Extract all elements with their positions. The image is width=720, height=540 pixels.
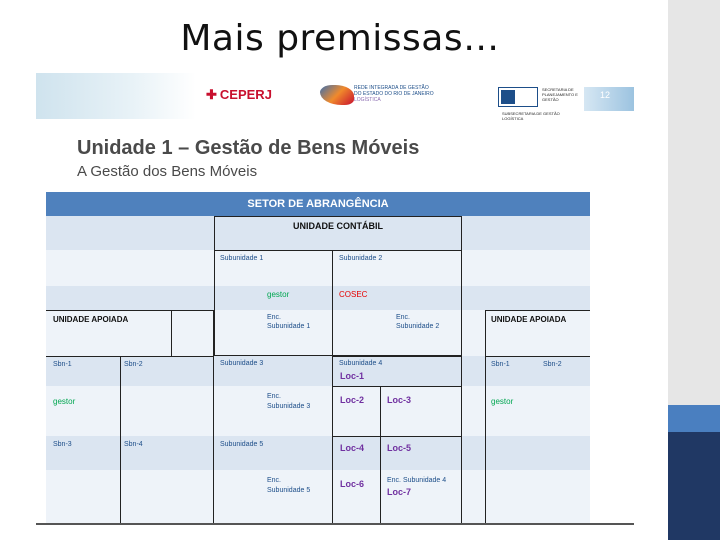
ceperj-logo-text: CEPERJ <box>219 87 272 102</box>
unidade-apoiada-left-label: UNIDADE APOIADA <box>53 315 129 324</box>
sub4-col-divider <box>380 386 381 525</box>
gestor-label-top: gestor <box>267 290 290 299</box>
rede-logo-line3: LOGÍSTICA <box>354 97 381 103</box>
sbn2-left: Sbn-2 <box>124 361 143 368</box>
unidade-contabil-label: UNIDADE CONTÁBIL <box>293 221 383 231</box>
sbn1-left: Sbn-1 <box>53 361 72 368</box>
rede-logo-line2: DO ESTADO DO RIO DE JANEIRO <box>354 91 434 97</box>
enc-sub2-line1: Enc. <box>396 314 411 321</box>
org-diagram <box>46 192 590 525</box>
embedded-slide-image <box>36 73 634 525</box>
setor-label: SETOR DE ABRANGÊNCIA <box>247 198 389 210</box>
unidade-apoiada-left-box <box>46 310 214 525</box>
subunidade-1-label: Subunidade 1 <box>220 255 264 262</box>
gov-logo-subtext: SUBSECRETARIA DE GESTÃO LOGÍSTICA <box>502 111 560 121</box>
loc7-label: Loc-7 <box>387 487 412 497</box>
enc-sub2-line2: Subunidade 2 <box>396 323 440 330</box>
loc1-label: Loc-1 <box>340 371 365 381</box>
unit-title: Unidade 1 – Gestão de Bens Móveis <box>77 137 420 159</box>
sbn4-left: Sbn-4 <box>124 441 143 448</box>
enc-sub4-label: Enc. Subunidade 4 <box>387 477 447 484</box>
plus-icon: ✚ <box>206 87 217 102</box>
page-number: 12 <box>600 90 611 100</box>
enc-sub3-line2: Subunidade 3 <box>267 403 311 410</box>
slide-title: Mais premissas… <box>180 18 500 59</box>
gov-emblem-icon <box>501 90 515 104</box>
rede-logo-text <box>354 85 444 103</box>
gov-logo <box>498 87 538 107</box>
gestor-right: gestor <box>491 397 514 406</box>
unit-subtitle: A Gestão dos Bens Móveis <box>77 163 258 180</box>
right-row-divider <box>485 356 590 357</box>
enc-sub1-line2: Subunidade 1 <box>267 323 311 330</box>
enc-sub5-line2: Subunidade 5 <box>267 487 311 494</box>
subunidade-2-label: Subunidade 2 <box>339 255 383 262</box>
unidade-apoiada-right-box <box>485 310 590 525</box>
ceperj-logo <box>206 87 272 103</box>
sub-col-divider <box>332 250 333 356</box>
loc5-label: Loc-5 <box>387 443 412 453</box>
gestor-left: gestor <box>53 397 76 406</box>
sbn2-right: Sbn-2 <box>543 361 562 368</box>
sub4-row-divider <box>332 436 462 437</box>
loc2-label: Loc-2 <box>340 395 365 405</box>
loc3-label: Loc-3 <box>387 395 412 405</box>
sub4-box <box>332 356 462 525</box>
unidade-contabil-divider <box>214 250 462 251</box>
loc6-label: Loc-6 <box>340 479 365 489</box>
cosec-label: COSEC <box>339 290 368 299</box>
left-col-divider <box>120 356 121 525</box>
subunidade-3-label: Subunidade 3 <box>220 360 264 367</box>
subunidade-4-label: Subunidade 4 <box>339 360 383 367</box>
left-top-divider <box>171 310 172 356</box>
enc-sub1-line1: Enc. <box>267 314 282 321</box>
unidade-apoiada-right-label: UNIDADE APOIADA <box>491 315 567 324</box>
header-gradient <box>36 73 196 119</box>
right-decor-accent <box>668 405 720 432</box>
rede-logo-line1: REDE INTEGRADA DE GESTÃO <box>354 85 429 91</box>
enc-sub5-line1: Enc. <box>267 477 282 484</box>
subunidade-5-label: Subunidade 5 <box>220 441 264 448</box>
sub4-header-line <box>332 386 462 387</box>
sbn3-left: Sbn-3 <box>53 441 72 448</box>
left-row-divider <box>46 356 214 357</box>
unidade-contabil-box <box>214 216 462 356</box>
enc-sub3-line1: Enc. <box>267 393 282 400</box>
loc4-label: Loc-4 <box>340 443 365 453</box>
sbn1-right: Sbn-1 <box>491 361 510 368</box>
gov-logo-text: SECRETARIA DE PLANEJAMENTO E GESTÃO <box>542 87 578 102</box>
right-decor-dark <box>668 432 720 540</box>
